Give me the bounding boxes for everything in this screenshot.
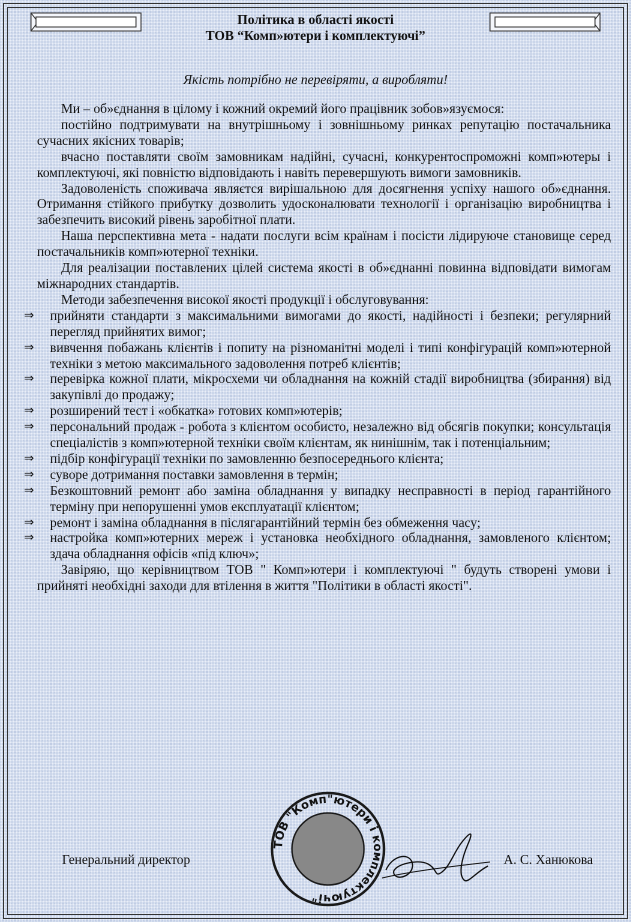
arrow-icon: ⇒ — [24, 403, 35, 418]
arrow-icon: ⇒ — [24, 450, 35, 465]
list-item — [24, 466, 611, 483]
arrow-icon: ⇒ — [24, 466, 35, 481]
motto: Якість потрібно не перевіряти, а виробляти! — [183, 72, 448, 87]
document-body — [24, 101, 611, 594]
list-item-text: персональний продаж - робота з клієнтом особисто, незалежно від обсягів покупки; консультація спеціалістів з комп»ютерной техніки своїм клієнтам, як нинішнім, так і потенціальним; — [50, 419, 611, 451]
list-item — [24, 339, 611, 372]
list-item-text: суворе дотримання поставки замовлення в термін; — [50, 466, 339, 482]
list-item-text: прийняти стандарти з максимальними вимогами до якості, надійності і безпеки; регулярний перегляд прийнятих вимог; — [50, 307, 611, 339]
paragraph: Наша перспективна мета - надати послуги всім країнам і посісти лідируюче становище серед постачальників комп»ютерної техніки. — [37, 228, 611, 260]
title-line-2: ТОВ “Комп»ютери і комплектуючі” — [205, 28, 426, 43]
list-item — [24, 482, 611, 515]
paragraph: вчасно поставляти своїм замовникам надійні, сучасні, конкурентоспроможні комп»ютеры і комплектуючі, які повністю відповідають і навіть перевершують вимоги замовників. — [37, 148, 611, 180]
list-item-text: настройка комп»ютерних мереж і установка необхідного обладнання, замовленого клієнтом; здача обладнання офісів «під ключ»; — [50, 530, 611, 562]
arrow-icon: ⇒ — [24, 419, 35, 434]
list-item-text: ремонт і заміна обладнання в післягарантійний термін без обмеження часу; — [50, 514, 481, 530]
list-item-text: Безкоштовний ремонт або заміна обладнання у випадку несправності в період гарантійного терміну при непорушенні умов експлуатації клієнтом; — [50, 482, 611, 514]
arrow-icon: ⇒ — [24, 339, 35, 354]
closing-paragraph: Завіряю, що керівництвом ТОВ " Комп»ютери і комплектуючі " будуть створені умови і прийняті необхідні заходи для втілення в життя "Політики в області якості". — [37, 562, 611, 594]
signatory-name: А. С. Ханюкова — [503, 852, 593, 867]
arrow-icon: ⇒ — [24, 530, 35, 545]
paragraph: Ми – об»єднання в цілому і кожний окремий його працівник зобов»язуємося: — [61, 101, 505, 116]
list-item — [24, 371, 611, 403]
list-item-text: перевірка кожної плати, мікросхеми чи обладнання на кожній стадії виробництва (збирання) від закупівлі до продажу; — [50, 371, 611, 403]
document-title — [0, 12, 631, 44]
methods-list — [24, 307, 611, 563]
company-stamp — [268, 789, 388, 909]
stamp-text: ТОВ "Комп"ютери і комплектуючі" — [270, 791, 386, 907]
list-item — [24, 450, 611, 467]
arrow-icon: ⇒ — [24, 371, 35, 386]
list-item — [24, 514, 611, 531]
list-item — [24, 419, 611, 451]
paragraph: постійно подтримувати на внутрішньому і зовнішньому ринках репутацію постачальника сучасних якісних товарів; — [37, 116, 611, 148]
list-item-text: розширений тест і «обкатка» готових комп»ютерів; — [50, 403, 343, 419]
list-item — [24, 403, 611, 419]
arrow-icon: ⇒ — [24, 514, 35, 529]
signature — [378, 822, 496, 892]
paragraph: Для реалізации поставлених цілей система якості в об»єднанні повинна відповідати вимогам міжнародних стандартів. — [37, 260, 611, 291]
signatory-position: Генеральний директор — [62, 852, 191, 867]
list-item — [24, 530, 611, 562]
list-item-text: підбір конфігурації техніки по замовленню безпосереднього клієнта; — [50, 450, 444, 466]
paragraph: Задоволеність споживача являєтся вирішальною для досягнення успіху нашого об»єднання. Отримання стійкого прибутку дозволить удосконалювати технології і організацію виробництва і забезпечить високий рівень заробітної плати. — [37, 180, 611, 228]
title-line-1: Політика в області якості — [237, 12, 394, 27]
paragraph: Методи забезпечення високої якості продукції і обслуговування: — [61, 291, 429, 307]
arrow-icon: ⇒ — [24, 307, 35, 322]
list-item-text: вивчення побажань клієнтів і попиту на різноманітні моделі і типі конфігурацій комп»ютерной техніки з метою максимального задоволення потреб клієнтів; — [50, 339, 611, 371]
list-item — [24, 307, 611, 340]
arrow-icon: ⇒ — [24, 482, 35, 497]
